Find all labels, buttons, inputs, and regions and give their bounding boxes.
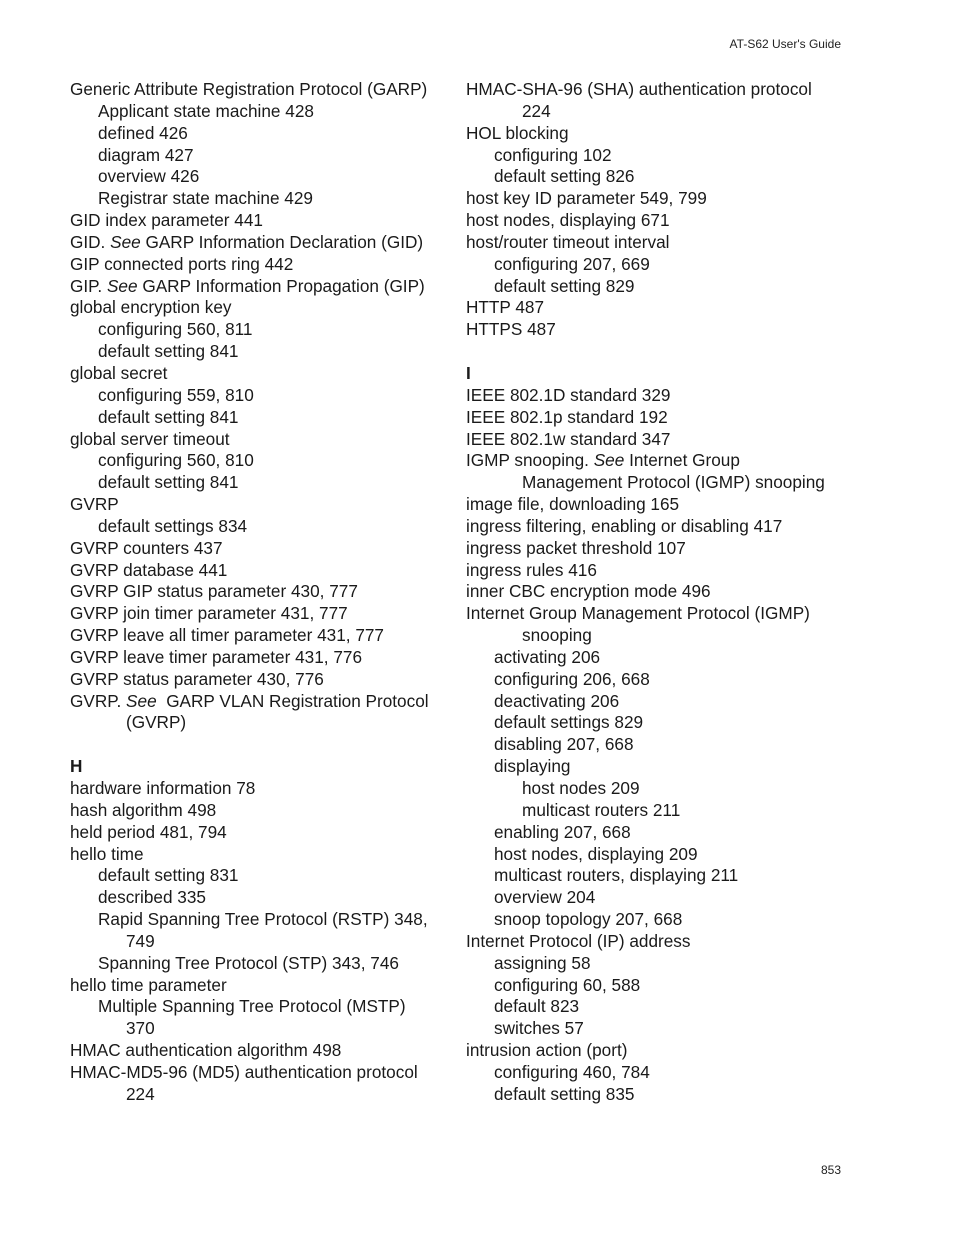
index-subentry: assigning 58 (494, 952, 591, 973)
see-label: See (110, 231, 141, 252)
index-subentry: configuring 60, 588 (494, 974, 641, 995)
index-subentry: default setting 841 (98, 472, 239, 493)
index-subentry: described 335 (98, 887, 206, 908)
index-entry: GVRP leave all timer parameter 431, 777 (70, 625, 384, 646)
entry-term: IGMP snooping. (466, 450, 594, 471)
entry-term: GIP. (70, 275, 107, 296)
index-entry: hash algorithm 498 (70, 799, 217, 820)
index-entry: Internet Group Management Protocol (IGMP) (466, 603, 810, 624)
index-entry: host/router timeout interval (466, 231, 670, 252)
index-subentry: Management Protocol (IGMP) snooping (522, 472, 825, 493)
index-subentry: overview 204 (494, 887, 596, 908)
index-entry-see-reference (70, 276, 450, 298)
index-subentry: deactivating 206 (494, 690, 620, 711)
index-subentry: Rapid Spanning Tree Protocol (RSTP) 348, (98, 909, 428, 930)
index-subentry: enabling 207, 668 (494, 821, 631, 842)
index-entry-see-reference (70, 232, 450, 254)
index-subentry: defined 426 (98, 122, 188, 143)
index-subentry: diagram 427 (98, 144, 194, 165)
see-label: See (126, 690, 157, 711)
index-entry: HTTP 487 (466, 297, 545, 318)
entry-term: GVRP. (70, 690, 127, 711)
index-subentry: displaying (494, 756, 571, 777)
index-subentry: configuring 560, 811 (98, 319, 253, 340)
index-entry: GID index parameter 441 (70, 210, 263, 231)
index-spacer (466, 341, 846, 363)
index-subentry: default setting 835 (494, 1083, 635, 1104)
index-entry: IEEE 802.1p standard 192 (466, 406, 668, 427)
index-subentry: Registrar state machine 429 (98, 188, 313, 209)
index-subentry: default setting 826 (494, 166, 635, 187)
index-subentry: configuring 559, 810 (98, 384, 254, 405)
index-subentry: disabling 207, 668 (494, 734, 634, 755)
index-subentry: configuring 460, 784 (494, 1061, 650, 1082)
index-entry: hardware information 78 (70, 778, 256, 798)
index-entry: hello time (70, 843, 144, 864)
see-label: See (106, 275, 138, 296)
index-entry: HMAC-MD5-96 (MD5) authentication protocol (70, 1061, 418, 1082)
index-subentry: 224 (126, 1083, 155, 1104)
see-target: GARP VLAN Registration Protocol (156, 690, 429, 711)
index-entry: IEEE 802.1w standard 347 (466, 428, 671, 449)
index-subentry: 224 (522, 100, 551, 121)
index-letter-heading: I (466, 362, 471, 383)
index-entry: GVRP counters 437 (70, 537, 223, 558)
index-entry: HMAC-SHA-96 (SHA) authentication protocol (466, 79, 812, 99)
index-subentry: configuring 102 (494, 144, 612, 165)
index-entry: GVRP status parameter 430, 776 (70, 668, 324, 689)
index-entry: host key ID parameter 549, 799 (466, 188, 707, 209)
index-entry-see-reference (466, 450, 846, 472)
index-entry: GVRP (70, 494, 119, 515)
index-entry: intrusion action (port) (466, 1040, 628, 1061)
index-subentry: configuring 560, 810 (98, 450, 254, 471)
index-subentry: default setting 841 (98, 341, 239, 362)
index-entry: ingress packet threshold 107 (466, 537, 686, 558)
index-entry: global secret (70, 362, 168, 383)
index-subentry: default settings 834 (98, 515, 248, 536)
index-entry: ingress rules 416 (466, 559, 597, 580)
index-subentry: multicast routers, displaying 211 (494, 865, 739, 886)
index-subentry: activating 206 (494, 646, 601, 667)
index-subentry: switches 57 (494, 1018, 584, 1039)
index-entry: Internet Protocol (IP) address (466, 930, 691, 951)
index-entry: inner CBC encryption mode 496 (466, 581, 711, 602)
index-entry: HOL blocking (466, 122, 569, 143)
index-entry: global encryption key (70, 297, 232, 318)
index-subentry: Multiple Spanning Tree Protocol (MSTP) (98, 996, 406, 1017)
index-subentry: overview 426 (98, 166, 200, 187)
index-entry: Generic Attribute Registration Protocol (GARP) (70, 79, 428, 99)
index-entry: held period 481, 794 (70, 821, 227, 842)
index-subentry: Spanning Tree Protocol (STP) 343, 746 (98, 952, 399, 973)
index-subentry: 370 (126, 1018, 155, 1039)
index-subentry: default settings 829 (494, 712, 644, 733)
index-entry: GVRP database 441 (70, 559, 228, 580)
index-subentry: snooping (522, 625, 592, 646)
index-entry: hello time parameter (70, 974, 227, 995)
index-entry-see-reference (70, 691, 450, 713)
running-head: AT-S62 User's Guide (729, 37, 841, 51)
entry-term: GID. (70, 231, 111, 252)
index-subentry: host nodes, displaying 209 (494, 843, 698, 864)
index-letter-heading: H (70, 756, 83, 777)
index-subentry: multicast routers 211 (522, 799, 681, 820)
index-entry: HMAC authentication algorithm 498 (70, 1040, 342, 1061)
page-number: 853 (820, 1163, 841, 1177)
index-subentry: configuring 207, 669 (494, 253, 650, 274)
see-target: GARP Information Declaration (GID) (140, 231, 424, 252)
index-entry: image file, downloading 165 (466, 494, 680, 515)
index-subentry: host nodes 209 (522, 778, 640, 798)
index-subentry: Applicant state machine 428 (98, 100, 314, 121)
index-entry: IEEE 802.1D standard 329 (466, 384, 671, 405)
index-entry: GIP connected ports ring 442 (70, 253, 294, 274)
index-entry: GVRP join timer parameter 431, 777 (70, 603, 348, 624)
index-subentry: default 823 (494, 996, 580, 1017)
index-subentry: 749 (126, 930, 155, 951)
index-subentry: default setting 841 (98, 406, 239, 427)
index-entry: global server timeout (70, 428, 230, 449)
index-subentry: (GVRP) (126, 712, 187, 733)
index-entry: ingress filtering, enabling or disabling 417 (466, 515, 783, 536)
see-target: Internet Group (624, 450, 740, 471)
index-column-right (466, 79, 846, 1106)
index-entry: GVRP GIP status parameter 430, 777 (70, 581, 358, 602)
index-subentry: snoop topology 207, 668 (494, 909, 683, 930)
index-entry: HTTPS 487 (466, 319, 556, 340)
index-subentry: default setting 829 (494, 275, 635, 296)
see-label: See (593, 450, 625, 471)
index-column-left (70, 79, 450, 1106)
see-target: GARP Information Propagation (GIP) (137, 275, 425, 296)
index-entry: GVRP leave timer parameter 431, 776 (70, 646, 363, 667)
index-entry: host nodes, displaying 671 (466, 210, 670, 231)
index-spacer (70, 734, 450, 756)
index-subentry: default setting 831 (98, 865, 239, 886)
index-subentry: configuring 206, 668 (494, 668, 650, 689)
